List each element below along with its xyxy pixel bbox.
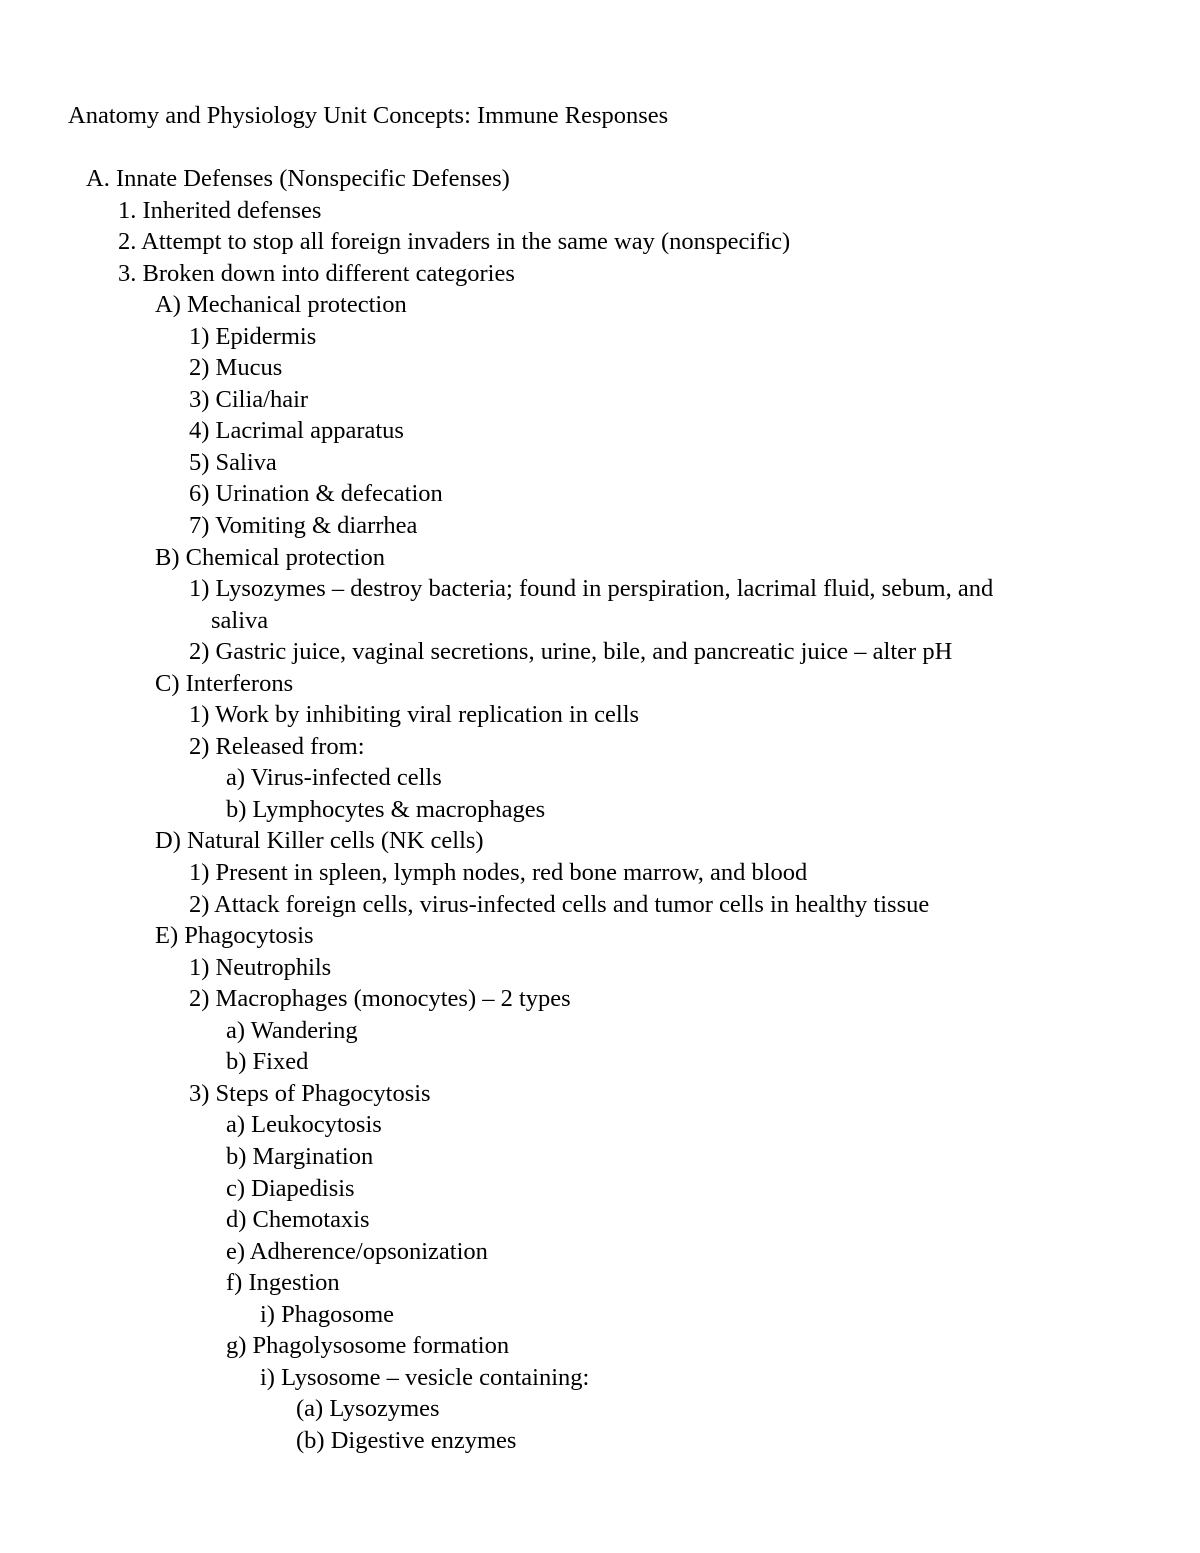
- outline-item: [0, 1141, 1200, 1173]
- outline-item-text: g) Phagolysosome formation: [226, 1332, 510, 1360]
- outline-item-text: b) Fixed: [226, 1048, 309, 1076]
- outline-item: [0, 510, 1200, 542]
- outline-item: [0, 542, 1200, 574]
- outline-item-text: 2. Attempt to stop all foreign invaders in the same way (nonspecific): [118, 228, 791, 256]
- outline-item-text: D) Natural Killer cells (NK cells): [155, 827, 484, 855]
- outline-item-text: c) Diapedisis: [226, 1174, 355, 1202]
- outline-item: [0, 1425, 1200, 1457]
- outline-item-continuation: saliva: [211, 606, 269, 634]
- outline-item-text: 3) Cilia/hair: [189, 385, 309, 413]
- outline-item: [0, 762, 1200, 794]
- outline-item: [0, 258, 1200, 290]
- outline-item-text: B) Chemical protection: [155, 543, 385, 571]
- outline-item: [0, 573, 1094, 636]
- outline-item-text: d) Chemotaxis: [226, 1206, 370, 1234]
- outline-item: [0, 1362, 1200, 1394]
- outline-item: [0, 857, 1200, 889]
- outline-item-text: i) Lysosome – vesicle containing:: [260, 1363, 590, 1391]
- outline-item: [0, 699, 1200, 731]
- outline-item: [0, 636, 1200, 668]
- outline-item: [0, 478, 1200, 510]
- outline-item-text: 3. Broken down into different categories: [118, 259, 515, 287]
- outline-item-text: f) Ingestion: [226, 1269, 340, 1297]
- outline-item: [0, 352, 1200, 384]
- outline-item-text: E) Phagocytosis: [155, 922, 314, 950]
- outline-item: [0, 1078, 1200, 1110]
- outline-item: [0, 825, 1200, 857]
- outline-item-text: 3) Steps of Phagocytosis: [189, 1079, 431, 1107]
- outline-item-text: 1) Work by inhibiting viral replication in cells: [189, 701, 640, 729]
- outline-item-text: 2) Gastric juice, vaginal secretions, urine, bile, and pancreatic juice – alter pH: [189, 638, 953, 666]
- outline-item-text: 1) Lysozymes – destroy bacteria; found in perspiration, lacrimal fluid, sebum, and: [189, 575, 994, 603]
- outline-item-text: 4) Lacrimal apparatus: [189, 417, 404, 445]
- outline-item-text: (b) Digestive enzymes: [296, 1426, 517, 1454]
- outline-item-text: b) Lymphocytes & macrophages: [226, 795, 546, 823]
- outline-item: [0, 321, 1200, 353]
- outline-item: [0, 1299, 1200, 1331]
- outline-item-text: e) Adherence/opsonization: [226, 1237, 488, 1265]
- outline-item-text: 2) Mucus: [189, 354, 283, 382]
- page-title: Anatomy and Physiology Unit Concepts: Immune Responses: [68, 102, 669, 129]
- outline-item-text: 2) Macrophages (monocytes) – 2 types: [189, 985, 571, 1013]
- outline-item-text: i) Phagosome: [260, 1300, 395, 1328]
- outline-item: [0, 920, 1200, 952]
- outline-item: [0, 1393, 1200, 1425]
- outline-item: [0, 1267, 1200, 1299]
- outline-item: [0, 226, 1200, 258]
- outline-item: [0, 195, 1200, 227]
- outline-item: [0, 1330, 1200, 1362]
- outline-item-text: 2) Released from:: [189, 732, 365, 760]
- outline-item-text: 1. Inherited defenses: [118, 196, 322, 224]
- outline-item: [0, 1109, 1200, 1141]
- outline-item: [0, 289, 1200, 321]
- outline-list: [0, 163, 1200, 1456]
- outline-item: [0, 1173, 1200, 1205]
- outline-item: [0, 447, 1200, 479]
- outline-item-text: 5) Saliva: [189, 448, 277, 476]
- outline-item-text: C) Interferons: [155, 669, 294, 697]
- outline-item-text: A. Innate Defenses (Nonspecific Defenses): [86, 165, 510, 192]
- outline-item-text: a) Virus-infected cells: [226, 764, 442, 792]
- outline-item-text: 1) Epidermis: [189, 322, 317, 350]
- outline-item-text: a) Leukocytosis: [226, 1111, 382, 1139]
- outline-item-text: a) Wandering: [226, 1016, 358, 1044]
- outline-item: [0, 731, 1200, 763]
- outline-item: [0, 668, 1200, 700]
- outline-item-text: 6) Urination & defecation: [189, 480, 443, 508]
- outline-item-text: 1) Neutrophils: [189, 953, 332, 981]
- outline-item: [0, 1204, 1200, 1236]
- outline-item: [0, 1046, 1200, 1078]
- outline-item: [0, 794, 1200, 826]
- outline-item-text: 1) Present in spleen, lymph nodes, red bone marrow, and blood: [189, 859, 808, 887]
- outline-item: [0, 983, 1200, 1015]
- outline-item-text: 7) Vomiting & diarrhea: [189, 512, 418, 540]
- outline-item: [0, 1015, 1200, 1047]
- outline-item-text: 2) Attack foreign cells, virus-infected cells and tumor cells in healthy tissue: [189, 890, 930, 918]
- outline-item: [0, 163, 1200, 195]
- outline-item-text: (a) Lysozymes: [296, 1395, 440, 1423]
- outline-item: [0, 415, 1200, 447]
- outline-item: [0, 889, 1200, 921]
- outline-item: [0, 952, 1200, 984]
- outline-item-text: b) Margination: [226, 1142, 374, 1170]
- outline-item-text: A) Mechanical protection: [155, 291, 407, 319]
- outline-item: [0, 384, 1200, 416]
- outline-item: [0, 1236, 1200, 1268]
